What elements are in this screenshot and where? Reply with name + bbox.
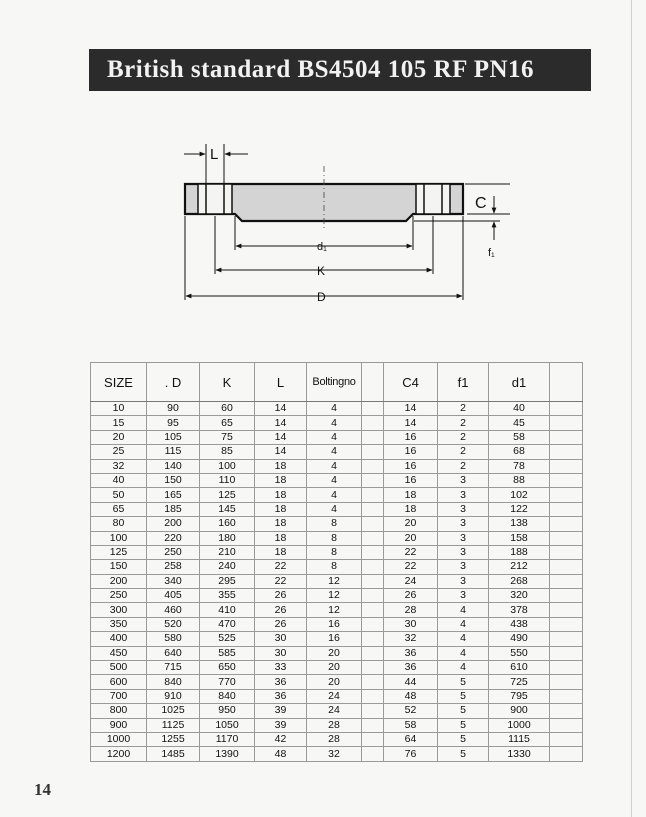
table-cell: 212: [489, 560, 550, 574]
table-cell: 5: [438, 747, 489, 761]
table-cell: 138: [489, 517, 550, 531]
table-cell: 68: [489, 445, 550, 459]
table-cell: 14: [255, 402, 307, 416]
table-cell: 2: [438, 459, 489, 473]
table-cell: 355: [200, 589, 255, 603]
table-cell: 22: [384, 560, 438, 574]
table-cell: 4: [307, 445, 362, 459]
table-cell: [550, 430, 583, 444]
column-header: d1: [489, 363, 550, 402]
table-cell: 14: [255, 430, 307, 444]
table-cell: 4: [438, 632, 489, 646]
table-cell: 3: [438, 488, 489, 502]
table-cell: 8: [307, 517, 362, 531]
table-cell: 250: [147, 545, 200, 559]
table-cell: 16: [384, 473, 438, 487]
table-cell: [550, 560, 583, 574]
table-cell: [362, 473, 384, 487]
table-cell: 42: [255, 732, 307, 746]
table-cell: 26: [384, 589, 438, 603]
table-cell: 4: [307, 488, 362, 502]
table-cell: 16: [307, 632, 362, 646]
table-cell: 58: [384, 718, 438, 732]
table-cell: 20: [91, 430, 147, 444]
table-cell: [550, 747, 583, 761]
table-cell: 32: [384, 632, 438, 646]
table-cell: 65: [91, 502, 147, 516]
table-cell: 520: [147, 617, 200, 631]
table-row: [91, 574, 583, 588]
table-cell: 26: [255, 617, 307, 631]
table-cell: 340: [147, 574, 200, 588]
table-cell: 585: [200, 646, 255, 660]
table-cell: 16: [384, 445, 438, 459]
table-cell: 258: [147, 560, 200, 574]
table-cell: 58: [489, 430, 550, 444]
table-cell: 80: [91, 517, 147, 531]
table-cell: 4: [307, 430, 362, 444]
table-row: [91, 531, 583, 545]
table-cell: 2: [438, 430, 489, 444]
table-row: [91, 488, 583, 502]
table-row: [91, 517, 583, 531]
table-cell: 650: [200, 661, 255, 675]
table-cell: [550, 718, 583, 732]
table-cell: 28: [307, 732, 362, 746]
column-header: [550, 363, 583, 402]
table-row: [91, 732, 583, 746]
table-cell: 40: [489, 402, 550, 416]
table-row: [91, 430, 583, 444]
table-cell: 20: [384, 531, 438, 545]
table-cell: 102: [489, 488, 550, 502]
table-cell: 4: [438, 617, 489, 631]
table-cell: 3: [438, 545, 489, 559]
table-cell: 185: [147, 502, 200, 516]
table-cell: 105: [147, 430, 200, 444]
table-cell: 1000: [489, 718, 550, 732]
table-cell: 200: [91, 574, 147, 588]
table-cell: [550, 517, 583, 531]
table-cell: [550, 416, 583, 430]
dimension-label-D: D: [317, 290, 326, 304]
table-cell: [550, 661, 583, 675]
table-cell: 18: [255, 459, 307, 473]
table-cell: 64: [384, 732, 438, 746]
table-cell: 24: [307, 689, 362, 703]
table-cell: 25: [91, 445, 147, 459]
dimension-label-C: C: [475, 195, 487, 212]
table-cell: 48: [255, 747, 307, 761]
table-cell: [550, 646, 583, 660]
page-number: 14: [34, 780, 51, 799]
table-cell: [362, 560, 384, 574]
table-cell: 18: [255, 488, 307, 502]
dimension-label-L: L: [210, 146, 219, 163]
table-cell: [362, 459, 384, 473]
table-cell: [362, 488, 384, 502]
table-cell: 3: [438, 502, 489, 516]
table-cell: 525: [200, 632, 255, 646]
page-edge-line: [631, 0, 632, 817]
table-cell: 840: [200, 689, 255, 703]
column-header: f1: [438, 363, 489, 402]
dimension-label-d1: d₁: [317, 241, 327, 253]
table-cell: [362, 603, 384, 617]
table-cell: 188: [489, 545, 550, 559]
table-cell: [550, 402, 583, 416]
flange-body: [185, 166, 463, 228]
table-cell: 770: [200, 675, 255, 689]
table-cell: 18: [255, 545, 307, 559]
table-cell: 3: [438, 560, 489, 574]
table-cell: 50: [91, 488, 147, 502]
table-cell: 18: [255, 531, 307, 545]
table-cell: [362, 517, 384, 531]
table-cell: [362, 632, 384, 646]
dimension-label-f1: f₁: [488, 247, 495, 259]
table-cell: [550, 459, 583, 473]
table-cell: 95: [147, 416, 200, 430]
table-cell: [550, 502, 583, 516]
table-cell: 470: [200, 617, 255, 631]
table-cell: 145: [200, 502, 255, 516]
table-cell: 122: [489, 502, 550, 516]
table-cell: 18: [255, 502, 307, 516]
table-cell: 28: [307, 718, 362, 732]
table-cell: [550, 617, 583, 631]
table-row: [91, 661, 583, 675]
table-cell: 48: [384, 689, 438, 703]
table-cell: 5: [438, 689, 489, 703]
table-cell: 12: [307, 589, 362, 603]
table-row: [91, 589, 583, 603]
table-cell: [362, 574, 384, 588]
table-cell: 1200: [91, 747, 147, 761]
table-cell: 580: [147, 632, 200, 646]
table-cell: 36: [384, 661, 438, 675]
column-header: K: [200, 363, 255, 402]
table-cell: 3: [438, 531, 489, 545]
table-cell: 725: [489, 675, 550, 689]
table-cell: 3: [438, 473, 489, 487]
table-cell: [362, 402, 384, 416]
table-cell: [362, 545, 384, 559]
table-cell: 300: [91, 603, 147, 617]
table-cell: 1125: [147, 718, 200, 732]
table-cell: 3: [438, 589, 489, 603]
table-cell: 18: [384, 488, 438, 502]
table-cell: 8: [307, 545, 362, 559]
table-cell: [550, 574, 583, 588]
table-cell: 320: [489, 589, 550, 603]
table-cell: 125: [200, 488, 255, 502]
table-row: [91, 689, 583, 703]
table-cell: 33: [255, 661, 307, 675]
table-cell: 405: [147, 589, 200, 603]
table-cell: 268: [489, 574, 550, 588]
table-cell: 490: [489, 632, 550, 646]
table-cell: 20: [307, 646, 362, 660]
table-cell: 2: [438, 445, 489, 459]
table-cell: 22: [255, 560, 307, 574]
table-cell: [550, 445, 583, 459]
table-cell: 4: [307, 402, 362, 416]
page-title: British standard BS4504 105 RF PN16: [89, 49, 591, 91]
table-row: [91, 718, 583, 732]
table-cell: [362, 617, 384, 631]
table-cell: 30: [384, 617, 438, 631]
table-cell: 800: [91, 704, 147, 718]
table-cell: 5: [438, 718, 489, 732]
table-cell: 4: [438, 661, 489, 675]
table-cell: 14: [255, 445, 307, 459]
table-cell: 165: [147, 488, 200, 502]
table-cell: 36: [255, 675, 307, 689]
table-cell: 3: [438, 517, 489, 531]
table-cell: 75: [200, 430, 255, 444]
table-cell: 700: [91, 689, 147, 703]
table-cell: 5: [438, 732, 489, 746]
flange-spec-table: [90, 362, 583, 762]
table-cell: 24: [307, 704, 362, 718]
table-cell: 26: [255, 603, 307, 617]
table-cell: 76: [384, 747, 438, 761]
table-cell: 4: [307, 416, 362, 430]
table-cell: 16: [307, 617, 362, 631]
table-cell: 1170: [200, 732, 255, 746]
table-cell: 4: [438, 603, 489, 617]
table-cell: [362, 531, 384, 545]
table-cell: 20: [384, 517, 438, 531]
column-header: . D: [147, 363, 200, 402]
table-header-row: [91, 363, 583, 402]
table-cell: 4: [307, 502, 362, 516]
table-cell: 18: [384, 502, 438, 516]
table-row: [91, 704, 583, 718]
table-cell: 125: [91, 545, 147, 559]
table-row: [91, 747, 583, 761]
table-cell: [550, 545, 583, 559]
table-cell: 20: [307, 661, 362, 675]
table-cell: [362, 661, 384, 675]
table-cell: [362, 732, 384, 746]
table-cell: 378: [489, 603, 550, 617]
table-row: [91, 603, 583, 617]
table-cell: 24: [384, 574, 438, 588]
table-cell: 30: [255, 632, 307, 646]
table-cell: 78: [489, 459, 550, 473]
table-cell: 16: [384, 430, 438, 444]
table-cell: 240: [200, 560, 255, 574]
table-cell: [550, 689, 583, 703]
table-cell: 10: [91, 402, 147, 416]
table-cell: 36: [255, 689, 307, 703]
table-cell: 460: [147, 603, 200, 617]
table-cell: 4: [307, 473, 362, 487]
table-cell: 18: [255, 517, 307, 531]
table-cell: [550, 732, 583, 746]
table-cell: 2: [438, 402, 489, 416]
table-cell: 295: [200, 574, 255, 588]
table-cell: 450: [91, 646, 147, 660]
table-row: [91, 617, 583, 631]
table-cell: 410: [200, 603, 255, 617]
table-row: [91, 675, 583, 689]
table-cell: 15: [91, 416, 147, 430]
table-cell: 1115: [489, 732, 550, 746]
table-row: [91, 445, 583, 459]
table-cell: 210: [200, 545, 255, 559]
table-cell: 1485: [147, 747, 200, 761]
table-cell: 400: [91, 632, 147, 646]
table-cell: 65: [200, 416, 255, 430]
table-cell: [362, 502, 384, 516]
column-header: [362, 363, 384, 402]
table-cell: 438: [489, 617, 550, 631]
table-cell: 220: [147, 531, 200, 545]
table-cell: 52: [384, 704, 438, 718]
table-cell: 36: [384, 646, 438, 660]
table-cell: 350: [91, 617, 147, 631]
table-cell: 500: [91, 661, 147, 675]
table-cell: 2: [438, 416, 489, 430]
table-cell: [550, 473, 583, 487]
table-cell: 45: [489, 416, 550, 430]
table-cell: [550, 704, 583, 718]
table-cell: 4: [438, 646, 489, 660]
table-cell: 1000: [91, 732, 147, 746]
table-cell: 14: [384, 402, 438, 416]
table-cell: 4: [307, 459, 362, 473]
table-cell: 910: [147, 689, 200, 703]
table-cell: [362, 689, 384, 703]
table-cell: 140: [147, 459, 200, 473]
table-cell: 30: [255, 646, 307, 660]
table-cell: 1050: [200, 718, 255, 732]
table-cell: 39: [255, 704, 307, 718]
table-cell: 32: [307, 747, 362, 761]
table-cell: 12: [307, 574, 362, 588]
table-cell: 26: [255, 589, 307, 603]
table-cell: 200: [147, 517, 200, 531]
table-row: [91, 646, 583, 660]
table-cell: 795: [489, 689, 550, 703]
table-cell: [362, 675, 384, 689]
table-cell: 88: [489, 473, 550, 487]
table-cell: 5: [438, 675, 489, 689]
table-row: [91, 560, 583, 574]
table-cell: 8: [307, 531, 362, 545]
table-cell: [550, 531, 583, 545]
table-cell: 14: [255, 416, 307, 430]
table-cell: 160: [200, 517, 255, 531]
table-cell: 180: [200, 531, 255, 545]
table-cell: 8: [307, 560, 362, 574]
table-cell: 100: [200, 459, 255, 473]
table-cell: 840: [147, 675, 200, 689]
table-cell: 90: [147, 402, 200, 416]
table-row: [91, 632, 583, 646]
table-row: [91, 545, 583, 559]
table-cell: [362, 704, 384, 718]
table-cell: 20: [307, 675, 362, 689]
table-row: [91, 416, 583, 430]
table-cell: 900: [489, 704, 550, 718]
dimension-label-K: K: [317, 264, 326, 278]
table-cell: 40: [91, 473, 147, 487]
table-cell: 44: [384, 675, 438, 689]
column-header: Boltingno: [307, 363, 362, 402]
table-cell: [550, 589, 583, 603]
table-cell: 39: [255, 718, 307, 732]
table-cell: 158: [489, 531, 550, 545]
table-cell: [362, 430, 384, 444]
table-cell: [362, 445, 384, 459]
table-cell: 1255: [147, 732, 200, 746]
table-cell: [550, 603, 583, 617]
table-cell: 3: [438, 574, 489, 588]
table-cell: 150: [91, 560, 147, 574]
table-cell: 22: [384, 545, 438, 559]
table-cell: 150: [147, 473, 200, 487]
table-cell: 110: [200, 473, 255, 487]
table-cell: 715: [147, 661, 200, 675]
table-cell: [362, 747, 384, 761]
table-cell: 1330: [489, 747, 550, 761]
table-cell: 900: [91, 718, 147, 732]
table-cell: 14: [384, 416, 438, 430]
table-cell: 1025: [147, 704, 200, 718]
table-cell: 18: [255, 473, 307, 487]
column-header: L: [255, 363, 307, 402]
table-cell: 610: [489, 661, 550, 675]
table-cell: 115: [147, 445, 200, 459]
table-cell: 950: [200, 704, 255, 718]
table-row: [91, 459, 583, 473]
table-row: [91, 402, 583, 416]
table-cell: 640: [147, 646, 200, 660]
column-header: C4: [384, 363, 438, 402]
table-cell: 5: [438, 704, 489, 718]
table-row: [91, 473, 583, 487]
table-cell: 32: [91, 459, 147, 473]
table-cell: [362, 646, 384, 660]
table-cell: 22: [255, 574, 307, 588]
table-cell: [550, 632, 583, 646]
column-header: SIZE: [91, 363, 147, 402]
table-row: [91, 502, 583, 516]
table-cell: 16: [384, 459, 438, 473]
table-cell: 28: [384, 603, 438, 617]
table-cell: 60: [200, 402, 255, 416]
table-cell: 550: [489, 646, 550, 660]
table-cell: [362, 416, 384, 430]
table-cell: 1390: [200, 747, 255, 761]
table-cell: [550, 675, 583, 689]
flange-drawing: [170, 138, 510, 313]
table-cell: [550, 488, 583, 502]
table-cell: 12: [307, 603, 362, 617]
table-cell: 250: [91, 589, 147, 603]
table-cell: 100: [91, 531, 147, 545]
table-cell: [362, 718, 384, 732]
table-cell: 600: [91, 675, 147, 689]
table-cell: 85: [200, 445, 255, 459]
table-cell: [362, 589, 384, 603]
